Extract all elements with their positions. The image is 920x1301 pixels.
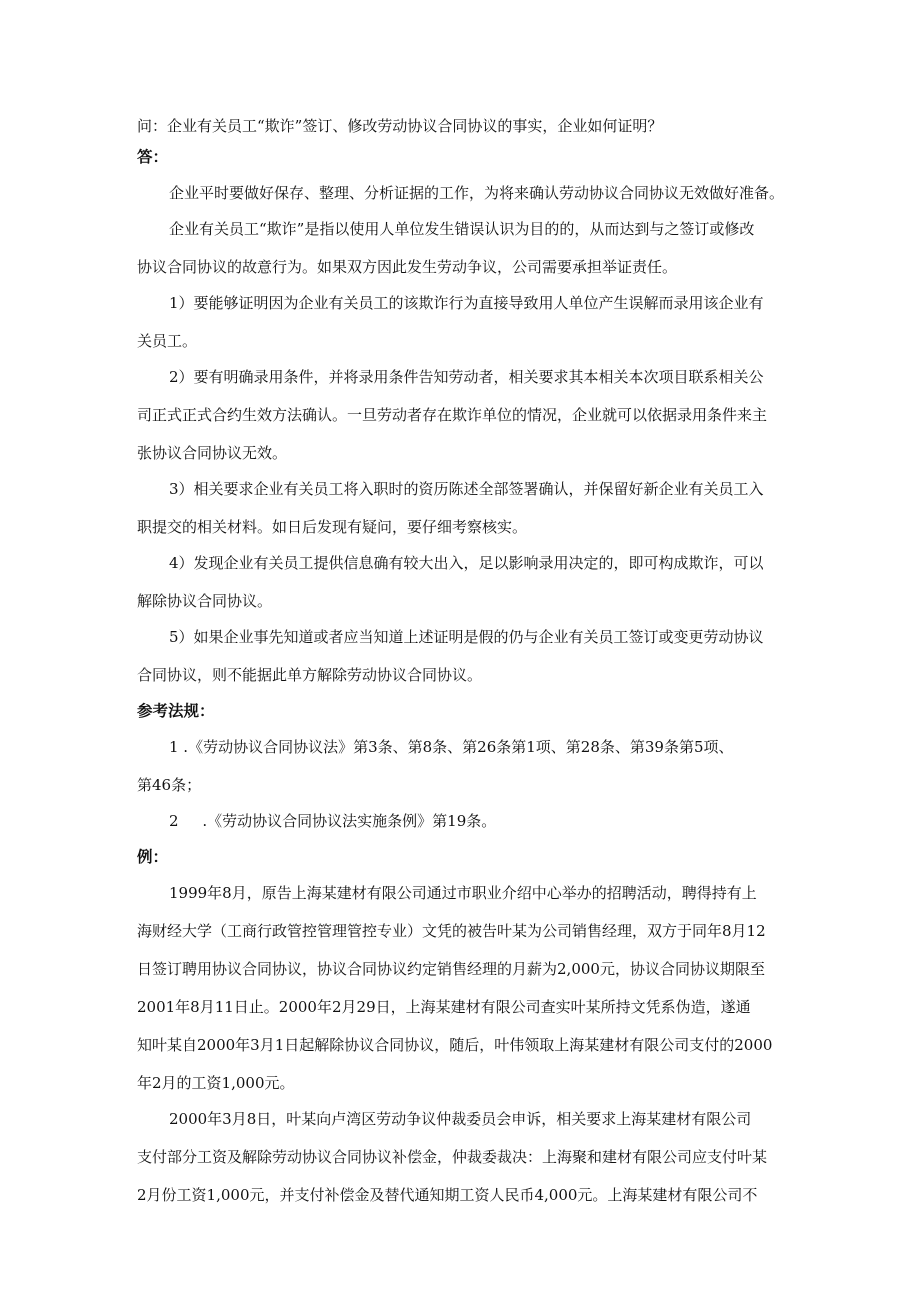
text-line: 2）要有明确录用条件，并将录用条件告知劳动者，相关要求其本相关本次项目联系相关公 <box>169 368 764 386</box>
text-line: 企业平时要做好保存、整理、分析证据的工作，为将来确认劳动协议合同协议无效做好准备。 <box>169 184 785 202</box>
text-line: 司正式正式合约生效方法确认。一旦劳动者存在欺诈单位的情况，企业就可以依据录用条件来主 <box>137 406 768 424</box>
text-line: 海财经大学（工商行政管控管理管控专业）文凭的被告叶某为公司销售经理，双方于同年8月12 <box>137 922 766 940</box>
text-line: 企业有关员工“欺诈”是指以使用人单位发生错误认识为目的的，从而达到与之签订或修改 <box>169 220 755 238</box>
example-paragraph <box>137 1109 787 1205</box>
answer-paragraph <box>137 293 787 351</box>
text-line: 合同协议，则不能据此单方解除劳动协议合同协议。 <box>137 666 483 684</box>
reference-section <box>137 701 787 721</box>
text-line: 职提交的相关材料。如日后发现有疑问，要仔细考察核实。 <box>137 518 528 536</box>
text-line: 知叶某自2000年3月1日起解除协议合同协议，随后，叶伟领取上海某建材有限公司支付的2000 <box>137 1036 773 1054</box>
text-line: 2000年3月8日，叶某向卢湾区劳动争议仲裁委员会申诉，相关要求上海某建材有限公司 <box>169 1110 752 1128</box>
text-line: 4）发现企业有关员工提供信息确有较大出入，足以影响录用决定的，即可构成欺诈，可以 <box>169 554 764 572</box>
reference-item <box>137 737 787 795</box>
answer-paragraph <box>137 553 787 611</box>
example-section <box>137 847 787 867</box>
answer-label: 答： <box>137 147 169 166</box>
text-line: 2001年8月11日止。2000年2月29日，上海某建材有限公司查实叶某所持文凭系伪造，遂通 <box>137 998 751 1016</box>
text-line: 1）要能够证明因为企业有关员工的该欺诈行为直接导致用人单位产生误解而录用该企业有 <box>169 294 764 312</box>
example-label: 例： <box>137 847 169 866</box>
text-line: 年2月的工资1,000元。 <box>137 1074 295 1092</box>
text-line: 张协议合同协议无效。 <box>137 444 288 462</box>
question-line: 问：企业有关员工“欺诈”签订、修改劳动协议合同协议的事实，企业如何证明？ <box>137 117 663 135</box>
text-line: 2月份工资1,000元，并支付补偿金及替代通知期工资人民币4,000元。上海某建材有限公司不 <box>137 1186 758 1204</box>
text-line: 5）如果企业事先知道或者应当知道上述证明是假的仍与企业有关员工签订或变更劳动协议 <box>169 628 764 646</box>
reference-label: 参考法规： <box>137 701 215 720</box>
text-line: 2 .《劳动协议合同协议法实施条例》第19条。 <box>169 812 497 830</box>
text-line: 3）相关要求企业有关员工将入职时的资历陈述全部签署确认，并保留好新企业有关员工入 <box>169 480 764 498</box>
text-line: 协议合同协议的故意行为。如果双方因此发生劳动争议，公司需要承担举证责任。 <box>137 258 678 276</box>
answer-paragraph <box>137 183 787 203</box>
reference-item <box>137 811 787 831</box>
example-paragraph <box>137 883 787 1093</box>
text-line: 解除协议合同协议。 <box>137 592 273 610</box>
answer-paragraph <box>137 219 787 277</box>
text-line: 关员工。 <box>137 332 198 350</box>
text-line: 1999年8月，原告上海某建材有限公司通过市职业介绍中心举办的招聘活动，聘得持有上 <box>169 884 757 902</box>
answer-paragraph <box>137 627 787 685</box>
answer-paragraph <box>137 479 787 537</box>
answer-paragraph <box>137 367 787 463</box>
text-line: 日签订聘用协议合同协议，协议合同协议约定销售经理的月薪为2,000元，协议合同协议期限至 <box>137 960 765 978</box>
text-line: 支付部分工资及解除劳动协议合同协议补偿金，仲裁委裁决：上海聚和建材有限公司应支付叶某 <box>137 1148 768 1166</box>
text-line: 第46条； <box>137 776 202 794</box>
text-line: 1 .《劳动协议合同协议法》第3条、第8条、第26条第1项、第28条、第39条第5项、 <box>169 738 734 756</box>
document-page <box>137 116 787 1205</box>
